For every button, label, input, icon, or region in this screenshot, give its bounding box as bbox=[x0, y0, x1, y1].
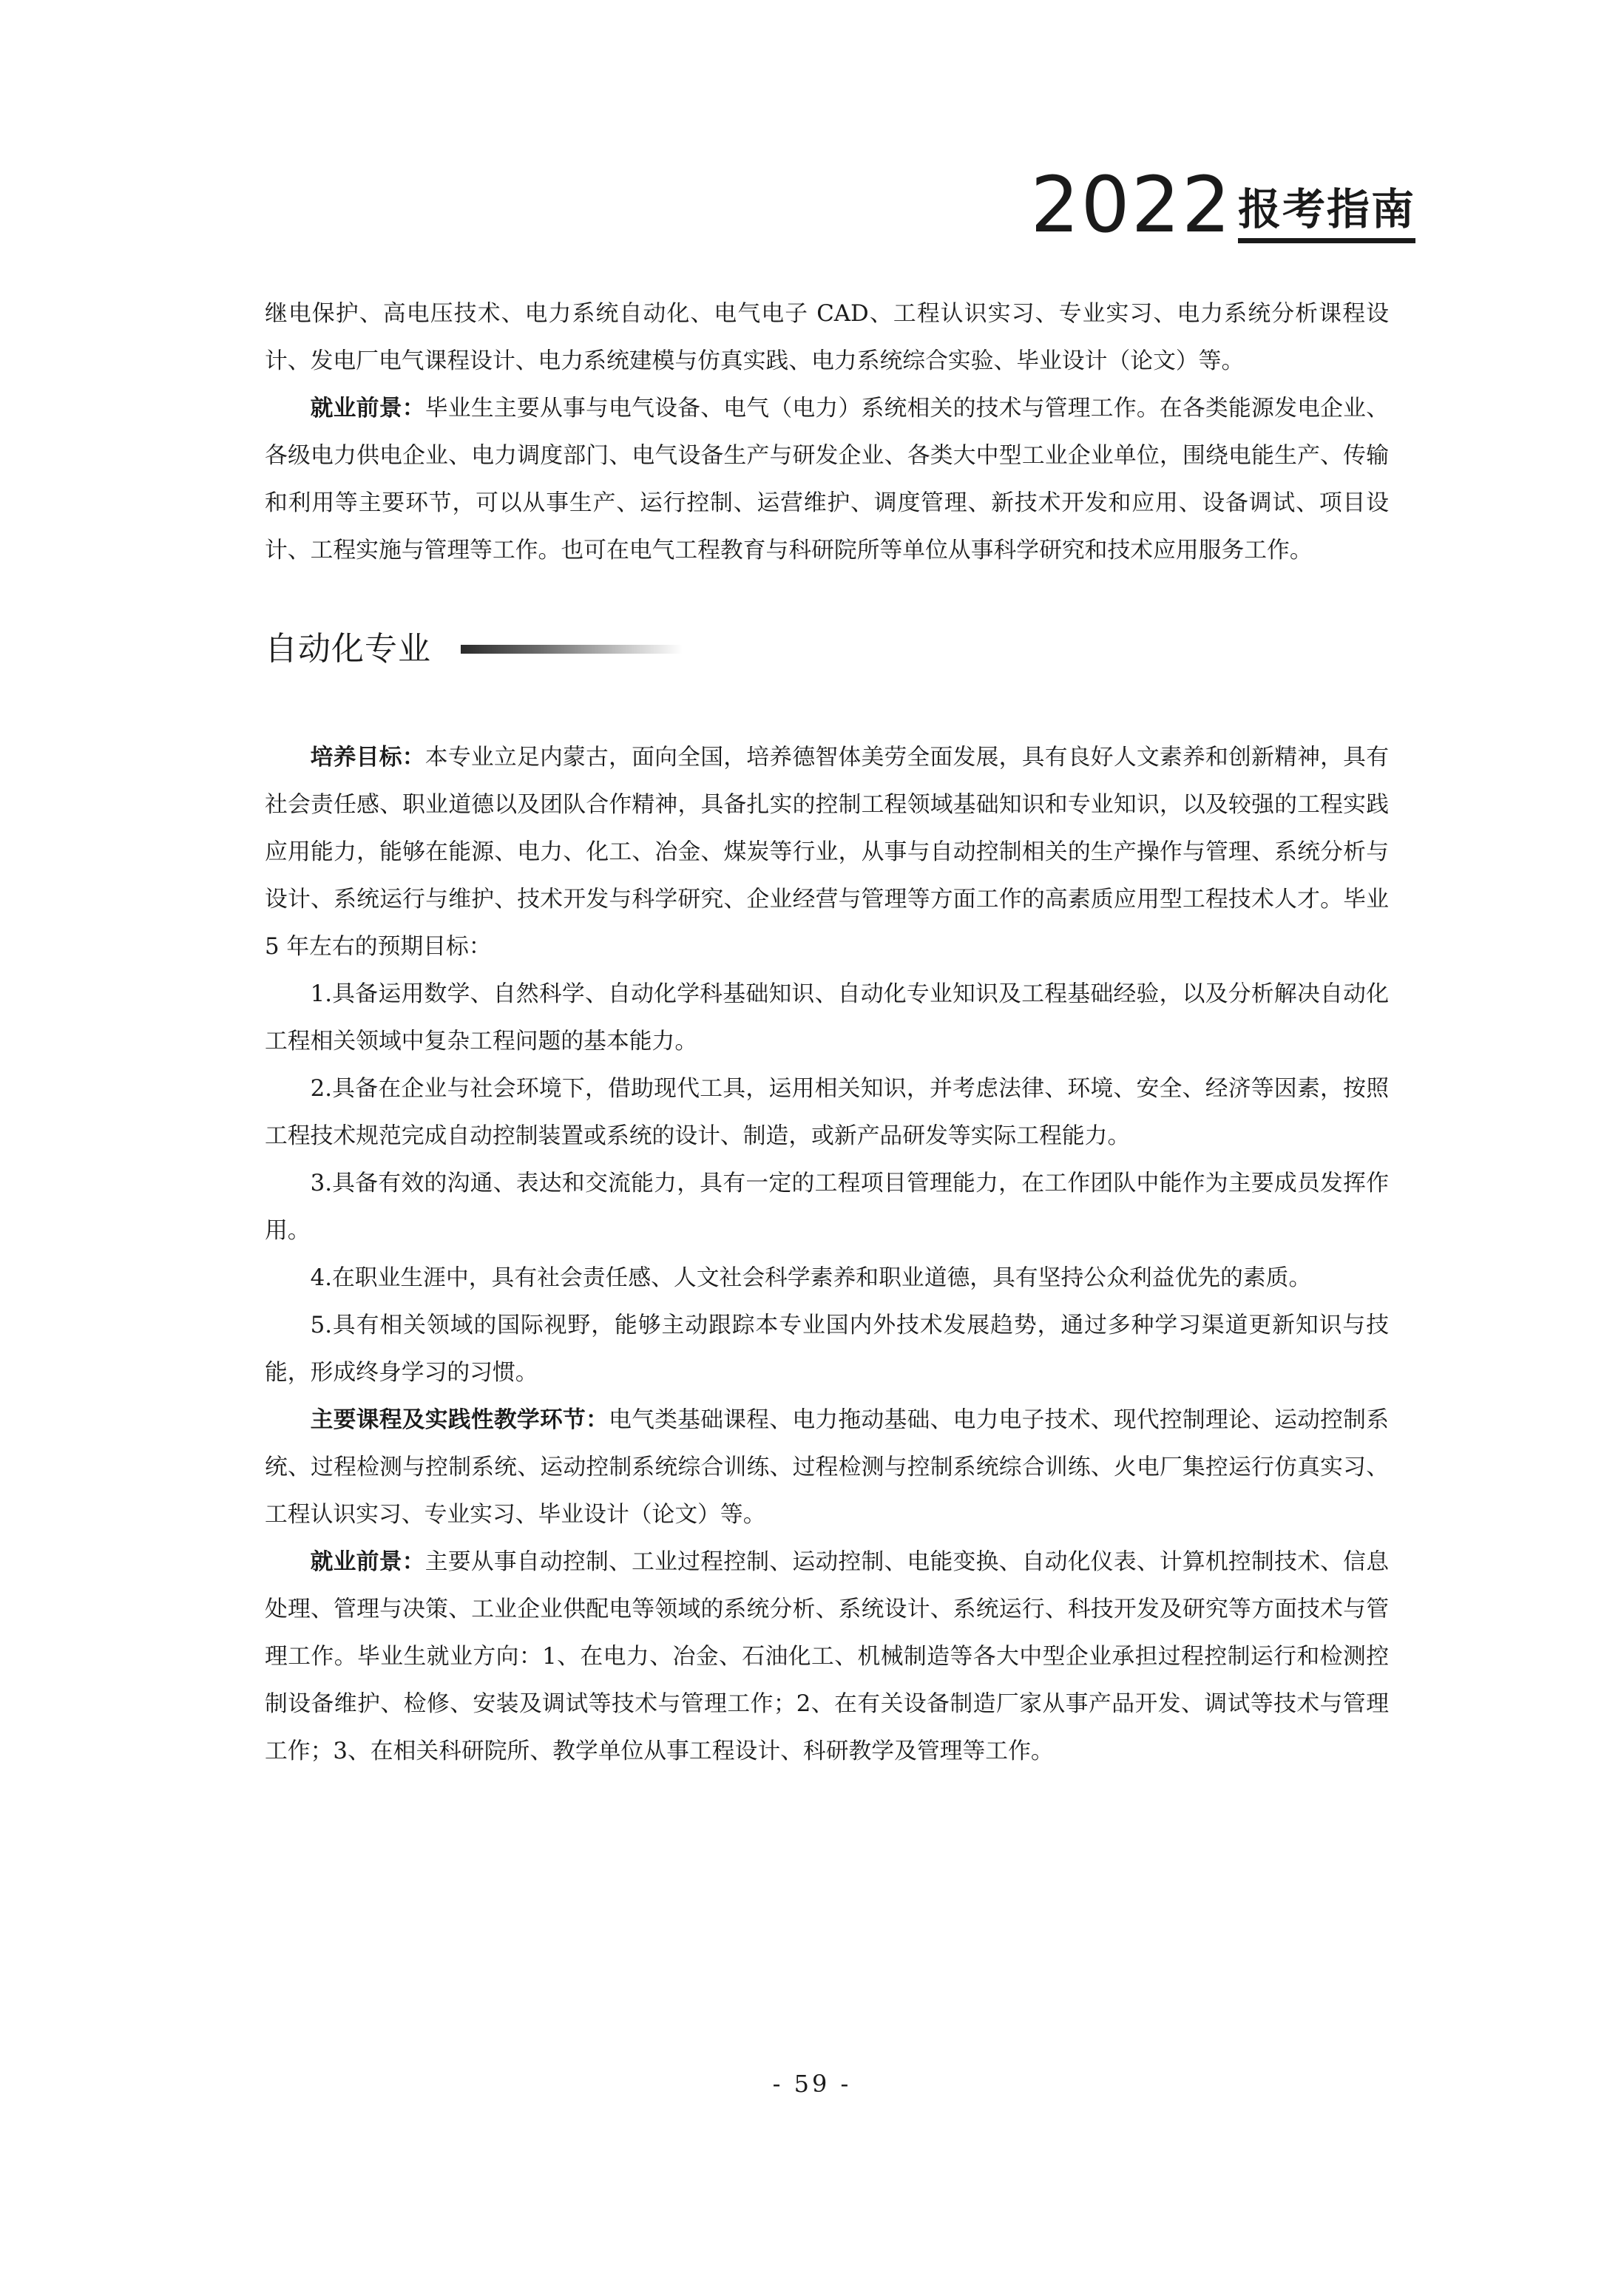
heading-decoration-bar bbox=[461, 645, 683, 654]
section-heading bbox=[265, 627, 683, 671]
objective-item: 3.具备有效的沟通、表达和交流能力，具有一定的工程项目管理能力，在工作团队中能作为主要成员发挥作用。 bbox=[265, 1170, 1389, 1244]
objective-item: 5.具有相关领域的国际视野，能够主动跟踪本专业国内外技术发展趋势，通过多种学习渠道更新知识与技能，形成终身学习的习惯。 bbox=[265, 1312, 1389, 1386]
automation-employment-label: 就业前景： bbox=[310, 1548, 425, 1575]
courses-label: 主要课程及实践性教学环节： bbox=[310, 1406, 609, 1433]
employment-text: 毕业生主要从事与电气设备、电气（电力）系统相关的技术与管理工作。在各类能源发电企业、各级电力供电企业、电力调度部门、电气设备生产与研发企业、各类大中型工业企业单位，围绕电能生产、传输和利用等主要环节，可以从事生产、运行控制、运营维护、调度管理、新技术开发和应用、设备调试、项目设计、工程实施与管理等工作。也可在电气工程教育与科研院所等单位从事科学研究和技术应用服务工作。 bbox=[265, 395, 1390, 563]
page-header bbox=[1030, 160, 1415, 250]
employment-paragraph bbox=[265, 385, 1389, 574]
courses-paragraph bbox=[265, 1396, 1389, 1538]
objective-item: 1.具备运用数学、自然科学、自动化学科基础知识、自动化专业知识及工程基础经验，以及分析解决自动化工程相关领域中复杂工程问题的基本能力。 bbox=[265, 981, 1389, 1054]
automation-major-section bbox=[265, 734, 1389, 1775]
courses-continued-paragraph: 继电保护、高电压技术、电力系统自动化、电气电子 CAD、工程认识实习、专业实习、电力系统分析课程设计、发电厂电气课程设计、电力系统建模与仿真实践、电力系统综合实验、毕业设计（论文）等。 bbox=[265, 300, 1389, 374]
previous-major-section bbox=[265, 290, 1389, 574]
automation-employment-paragraph bbox=[265, 1538, 1389, 1775]
training-goal-paragraph bbox=[265, 734, 1389, 970]
courses-text: 电气类基础课程、电力拖动基础、电力电子技术、现代控制理论、运动控制系统、过程检测与控制系统、运动控制系统综合训练、过程检测与控制系统综合训练、火电厂集控运行仿真实习、工程认识实习、专业实习、毕业设计（论文）等。 bbox=[265, 1406, 1390, 1528]
header-year: 2022 bbox=[1030, 160, 1232, 250]
objective-item: 4.在职业生涯中，具有社会责任感、人文社会科学素养和职业道德，具有坚持公众利益优先的素质。 bbox=[310, 1264, 1312, 1291]
objective-item: 2.具备在企业与社会环境下，借助现代工具，运用相关知识，并考虑法律、环境、安全、经济等因素，按照工程技术规范完成自动控制装置或系统的设计、制造，或新产品研发等实际工程能力。 bbox=[265, 1075, 1389, 1149]
employment-label: 就业前景： bbox=[310, 395, 425, 421]
header-title: 报考指南 bbox=[1238, 185, 1415, 243]
training-goal-label: 培养目标： bbox=[310, 744, 425, 771]
section-title: 自动化专业 bbox=[265, 630, 431, 668]
page-number: - 59 - bbox=[772, 2070, 852, 2098]
training-goal-text: 本专业立足内蒙古，面向全国，培养德智体美劳全面发展，具有良好人文素养和创新精神，具有社会责任感、职业道德以及团队合作精神，具备扎实的控制工程领域基础知识和专业知识，以及较强的工程实践应用能力，能够在能源、电力、化工、冶金、煤炭等行业，从事与自动控制相关的生产操作与管理、系统分析与设计、系统运行与维护、技术开发与科学研究、企业经营与管理等方面工作的高素质应用型工程技术人才。毕业 5 年左右的预期目标： bbox=[265, 744, 1390, 960]
automation-employment-text: 主要从事自动控制、工业过程控制、运动控制、电能变换、自动化仪表、计算机控制技术、信息处理、管理与决策、工业企业供配电等领域的系统分析、系统设计、系统运行、科技开发及研究等方面技术与管理工作。毕业生就业方向：1、在电力、冶金、石油化工、机械制造等各大中型企业承担过程控制运行和检测控制设备维护、检修、安装及调试等技术与管理工作；2、在有关设备制造厂家从事产品开发、调试等技术与管理工作；3、在相关科研院所、教学单位从事工程设计、科研教学及管理等工作。 bbox=[265, 1548, 1390, 1764]
